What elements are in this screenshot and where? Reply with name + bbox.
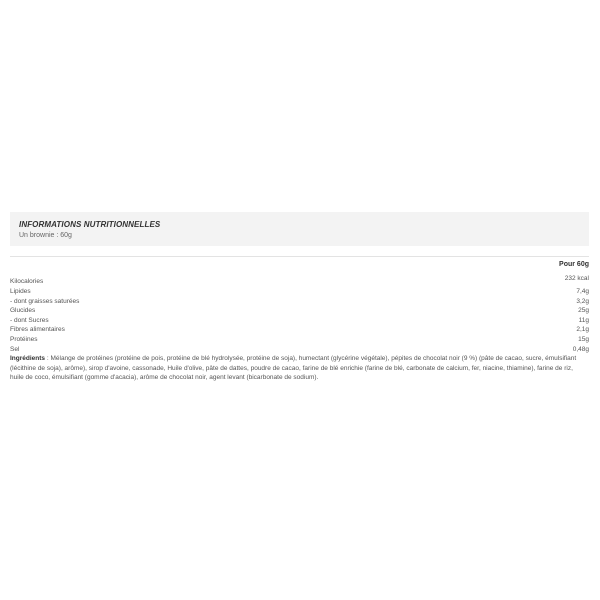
table-row	[10, 325, 589, 335]
nutrition-title: INFORMATIONS NUTRITIONNELLES	[19, 220, 161, 229]
ingredients-text: : Mélange de protéines (protéine de pois, protéine de blé hydrolysée, protéine de soja), humectant (glycérine végétale), pépites de chocolat noir (9 %) (pâte de cacao, sucre, émulsifiant (lécithine de soja), arôme), sirop d'avoine, cassonade, Huile d'olive, pâte de dattes, poudre de cacao, farine de blé enrichie (farine de blé, carbonate de calcium, fer, niacine, thiamine), farine de riz, huile de coco, émulsifiant (gomme d'acacia), arôme de chocolat noir, agent levant (bicarbonate de sodium).	[10, 355, 577, 382]
table-row	[10, 274, 589, 287]
nutrient-name: Fibres alimentaires	[10, 326, 65, 334]
nutrient-value: 0,48g	[572, 345, 589, 353]
header-divider	[10, 256, 589, 257]
table-row	[10, 287, 589, 297]
nutrient-value: 3,2g	[576, 297, 589, 305]
table-row	[10, 316, 589, 326]
nutrient-value: 232 kcal	[564, 275, 589, 282]
table-row	[10, 345, 589, 355]
nutrient-name: Glucides	[10, 307, 36, 315]
nutrient-value: 2,1g	[576, 326, 589, 334]
nutrient-value: 15g	[578, 335, 589, 343]
serving-size: Un brownie : 60g	[19, 232, 72, 239]
ingredients-paragraph	[10, 354, 585, 383]
table-row	[10, 306, 589, 316]
nutrition-header	[10, 212, 589, 246]
nutrient-name: Sel	[10, 345, 20, 353]
ingredients-label: Ingrédients	[10, 355, 46, 363]
table-row	[10, 297, 589, 307]
nutrient-name: Kilocalories	[10, 278, 44, 285]
nutrition-table	[10, 274, 589, 354]
nutrient-name: Protéines	[10, 335, 38, 343]
column-header-per-serving: Pour 60g	[559, 261, 589, 268]
nutrient-name: - dont Sucres	[10, 316, 49, 324]
nutrient-value: 11g	[578, 316, 589, 324]
nutrient-name: Lipides	[10, 288, 31, 295]
nutrient-value: 7,4g	[576, 288, 589, 295]
table-row	[10, 335, 589, 345]
nutrient-name: - dont graisses saturées	[10, 297, 80, 305]
nutrition-panel	[10, 212, 589, 383]
nutrient-value: 25g	[578, 307, 589, 315]
